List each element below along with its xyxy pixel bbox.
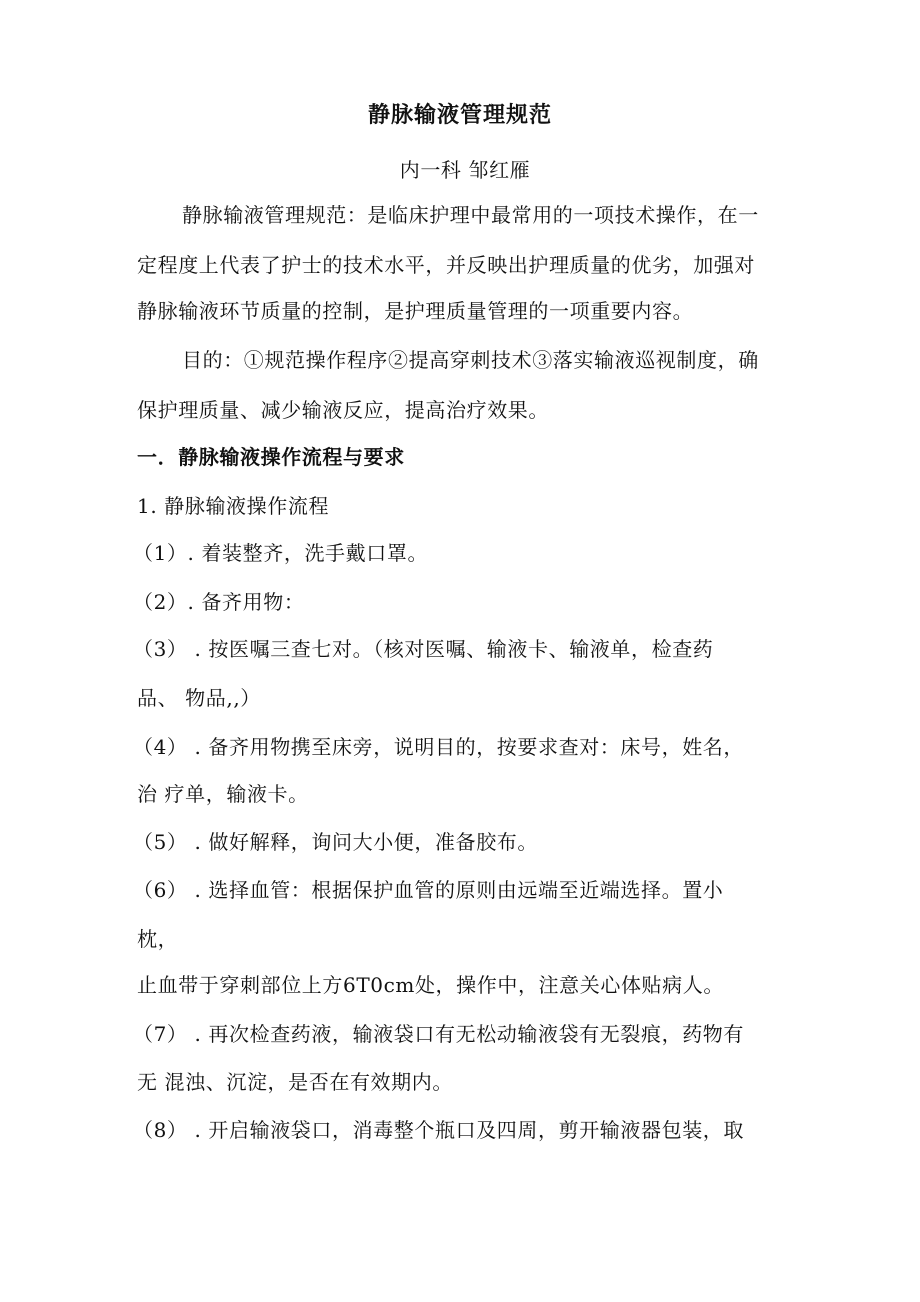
- purpose-line-1: 目的：①规范操作程序②提高穿刺技术③落实输液巡视制度，确: [182, 348, 759, 372]
- step-line: （8） . 开启输液袋口，消毒整个瓶口及四周，剪开输液器包装，取: [133, 1118, 744, 1142]
- step-line: （2）. 备齐用物：: [133, 590, 305, 614]
- step-line: （7） . 再次检查药液，输液袋口有无松动输液袋有无裂痕，药物有: [133, 1022, 744, 1046]
- step-line: （6） . 选择血管：根据保护血管的原则由远端至近端选择。置小: [133, 878, 724, 902]
- subsection-heading: 1. 静脉输液操作流程: [137, 494, 330, 518]
- document-author: 内一科 邹红雁: [399, 158, 531, 182]
- intro-line-1: 静脉输液管理规范：是临床护理中最常用的一项技术操作，在一: [182, 203, 759, 227]
- purpose-line-2: 保护理质量、减少输液反应，提高治疗效果。: [137, 398, 549, 422]
- step-line: （4） . 备齐用物携至床旁，说明目的，按要求查对：床号，姓名，: [133, 735, 744, 759]
- document-title: 静脉输液管理规范: [367, 102, 552, 128]
- step-line: 品、 物品,,）: [137, 686, 261, 710]
- step-line: （5） . 做好解释，询问大小便，准备胶布。: [133, 830, 538, 854]
- intro-line-2: 定程度上代表了护士的技术水平，并反映出护理质量的优劣，加强对: [137, 253, 755, 277]
- step-line: 止血带于穿刺部位上方6T0cm处，操作中，注意关心体贴病人。: [137, 973, 724, 997]
- step-line: （3） . 按医嘱三查七对。（核对医嘱、输液卡、输液单，检查药: [133, 637, 714, 661]
- intro-line-3: 静脉输液环节质量的控制，是护理质量管理的一项重要内容。: [137, 299, 694, 323]
- step-line: （1）. 着装整齐，洗手戴口罩。: [133, 541, 429, 565]
- step-line: 枕，: [137, 927, 179, 951]
- section-heading: 一．静脉输液操作流程与要求: [137, 445, 405, 469]
- step-line: 治 疗单，输液卡。: [137, 782, 309, 806]
- step-line: 无 混浊、沉淀，是否在有效期内。: [137, 1070, 453, 1094]
